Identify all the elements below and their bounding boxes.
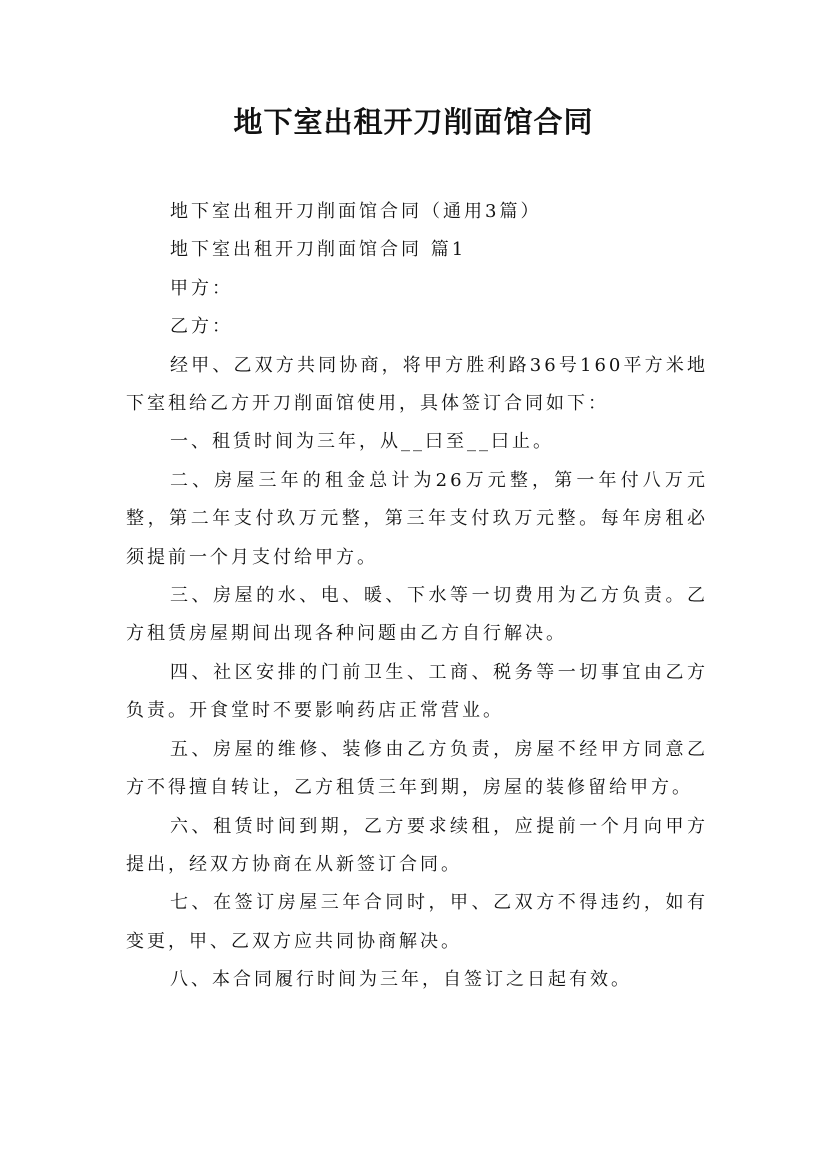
party-a-line: 甲方： (170, 277, 233, 299)
document-body (126, 193, 708, 1000)
intro-paragraph: 经甲、乙双方共同协商，将甲方胜利路36号160平方米地下室租给乙方开刀削面馆使用，具体签订合同如下： (126, 354, 708, 415)
clause-4: 四、社区安排的门前卫生、工商、税务等一切事宜由乙方负责。开食堂时不要影响药店正常营业。 (126, 661, 708, 722)
clause-8: 八、本合同履行时间为三年，自签订之日起有效。 (170, 969, 632, 991)
party-b-line: 乙方： (170, 316, 233, 338)
clause-2: 二、房屋三年的租金总计为26万元整，第一年付八万元整，第二年支付玖万元整，第三年支付玖万元整。每年房租必须提前一个月支付给甲方。 (126, 469, 708, 568)
clause-3: 三、房屋的水、电、暖、下水等一切费用为乙方负责。乙方租赁房屋期间出现各种问题由乙方自行解决。 (126, 585, 708, 645)
clause-5: 五、房屋的维修、装修由乙方负责，房屋不经甲方同意乙方不得擅自转让，乙方租赁三年到期，房屋的装修留给甲方。 (126, 738, 708, 799)
clause-6: 六、租赁时间到期，乙方要求续租，应提前一个月向甲方提出，经双方协商在从新签订合同。 (126, 815, 708, 875)
document-title: 地下室出租开刀削面馆合同 (233, 105, 594, 139)
document-subtitle: 地下室出租开刀削面馆合同（通用3篇） (170, 201, 542, 222)
clause-1: 一、租赁时间为三年，从__曰至__曰止。 (170, 431, 554, 453)
section-heading: 地下室出租开刀削面馆合同 篇1 (170, 239, 467, 261)
clause-7: 七、在签订房屋三年合同时，甲、乙双方不得违约，如有变更，甲、乙双方应共同协商解决。 (126, 892, 708, 952)
